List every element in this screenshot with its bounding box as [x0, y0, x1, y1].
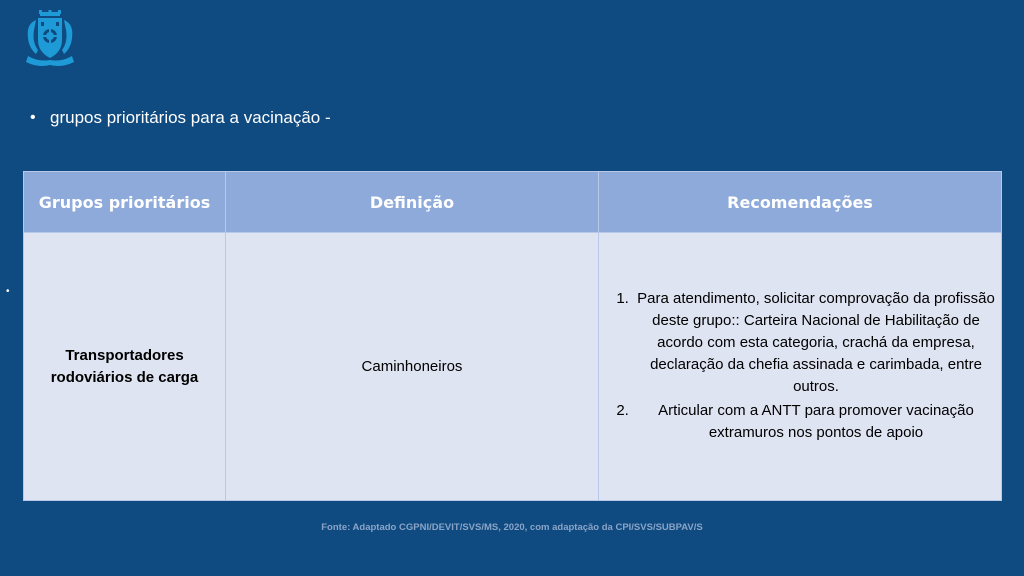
- group-cell: Transportadores rodoviários de carga: [24, 233, 226, 501]
- priority-groups-table: [23, 171, 1002, 501]
- table-row: [24, 233, 1002, 501]
- header-grupos: Grupos prioritários: [24, 172, 226, 233]
- list-item: 1. Para atendimento, solicitar comprovação da profissão deste grupo:: Carteira Nacional de Habilitação de acordo com esta categoria, crachá da empresa, declaração da chefia assinada e carimbada, entre outros.: [633, 288, 995, 398]
- stray-bullet-mark: •: [6, 286, 10, 297]
- bullet-marker: •: [30, 109, 36, 126]
- source-caption: Fonte: Adaptado CGPNI/DEVIT/SVS/MS, 2020, com adaptação da CPI/SVS/SUBPAV/S: [321, 522, 703, 533]
- table-header-row: [24, 172, 1002, 233]
- header-recomendacoes: Recomendações: [599, 172, 1002, 233]
- intro-text: grupos prioritários para a vacinação -: [50, 108, 331, 127]
- recommendations-cell: [599, 233, 1002, 501]
- coat-of-arms-icon: [22, 10, 78, 68]
- definition-cell: Caminhoneiros: [226, 233, 599, 501]
- header-definicao: Definição: [226, 172, 599, 233]
- recommendations-list: [605, 288, 995, 444]
- intro-bullet: [30, 108, 331, 128]
- list-item: 2. Articular com a ANTT para promover vacinação extramuros nos pontos de apoio: [633, 400, 995, 444]
